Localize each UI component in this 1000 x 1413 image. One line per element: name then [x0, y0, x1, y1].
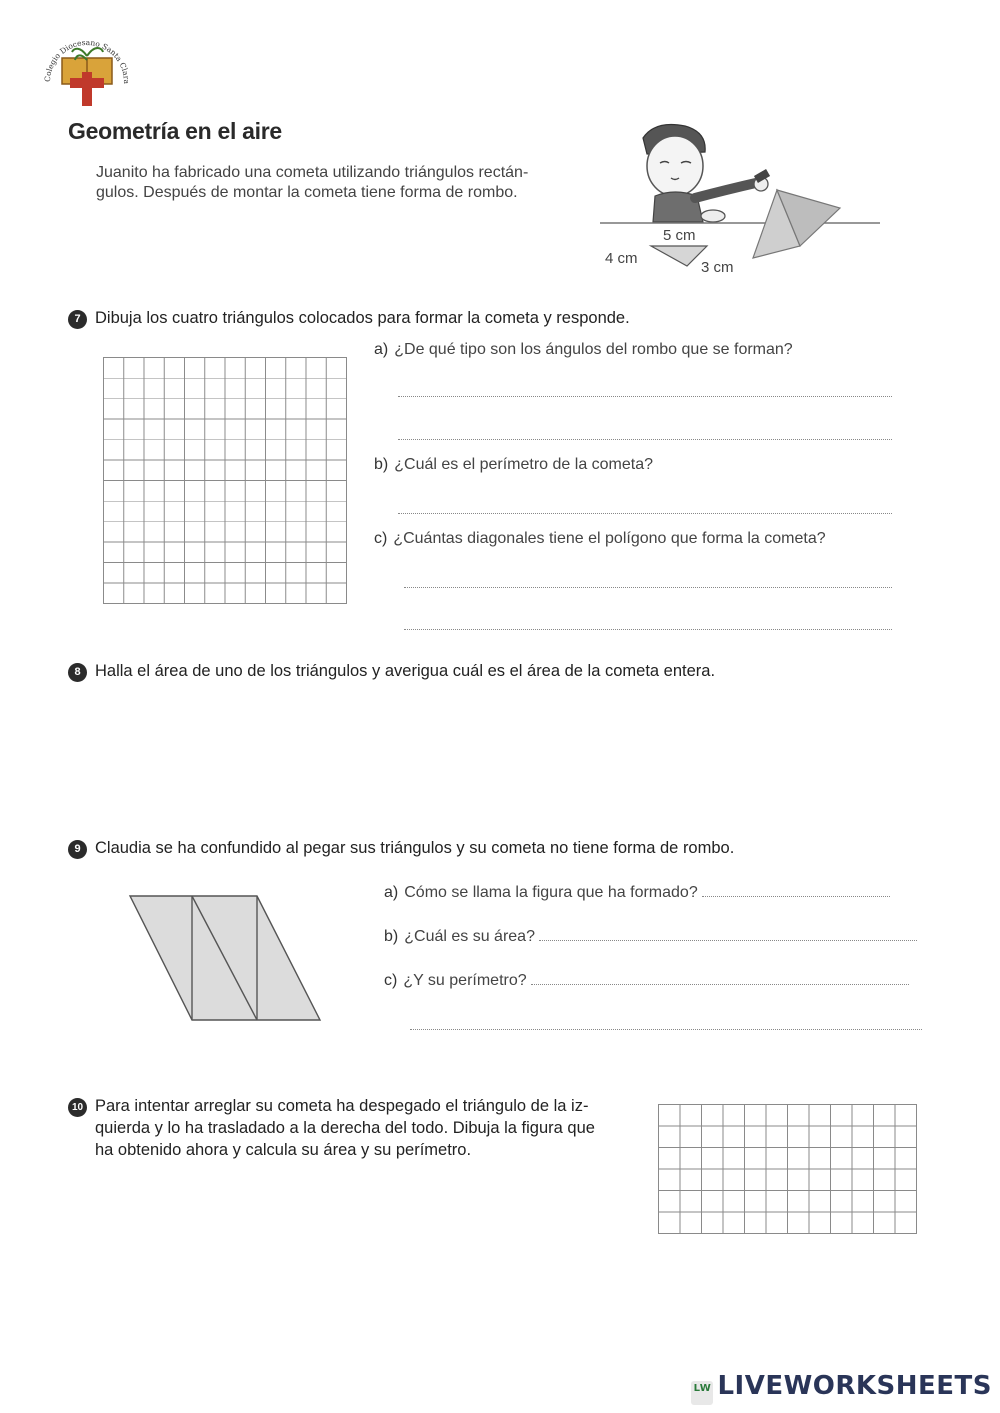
- sub-letter: c): [374, 530, 388, 547]
- parallelogram-shape: [125, 892, 325, 1024]
- question-text: Halla el área de uno de los triángulos y averigua cuál es el área de la cometa entera.: [95, 662, 716, 680]
- label-3cm: 3 cm: [701, 259, 734, 276]
- question-number: 7: [68, 310, 87, 329]
- q9-sub-a: [384, 884, 924, 902]
- parallelogram-figure: [125, 892, 325, 1024]
- school-seal-text: Colegio Diocesano Santa Clara: [42, 37, 132, 84]
- question-10: [68, 1095, 648, 1161]
- brand-badge: LW: [691, 1381, 713, 1405]
- q7-sub-c: [374, 530, 826, 548]
- answer-line[interactable]: [702, 896, 890, 897]
- sub-text: ¿Cuál es su área?: [404, 928, 535, 945]
- question-number: 8: [68, 663, 87, 682]
- answer-line[interactable]: [531, 984, 909, 985]
- question-text: ha obtenido ahora y calcula su área y su perímetro.: [95, 1141, 472, 1159]
- sub-text: ¿Cuántas diagonales tiene el polígono que forma la cometa?: [393, 530, 826, 547]
- label-4cm: 4 cm: [605, 250, 638, 267]
- brand-text: LIVEWORKSHEETS: [717, 1371, 992, 1401]
- question-text: quierda y lo ha trasladado a la derecha del todo. Dibuja la figura que: [95, 1119, 595, 1137]
- sub-text: ¿Y su perímetro?: [403, 972, 527, 989]
- sub-letter: a): [384, 884, 399, 901]
- answer-line[interactable]: [404, 629, 892, 630]
- intro-text: [96, 163, 596, 203]
- label-5cm: 5 cm: [663, 227, 696, 244]
- sub-text: Cómo se llama la figura que ha formado?: [404, 884, 698, 901]
- q7-sub-a: [374, 341, 793, 359]
- intro-line: Juanito ha fabricado una cometa utilizando triángulos rectán-: [96, 164, 529, 181]
- answer-line[interactable]: [398, 396, 892, 397]
- sub-text: ¿De qué tipo son los ángulos del rombo que se forman?: [394, 341, 793, 358]
- question-text: Dibuja los cuatro triángulos colocados para formar la cometa y responde.: [95, 309, 630, 327]
- question-8: [68, 662, 715, 682]
- q9-sub-c: [384, 972, 924, 990]
- q7-sub-b: [374, 456, 653, 474]
- drawing-grid[interactable]: [658, 1104, 917, 1234]
- question-number: 10: [68, 1098, 87, 1117]
- answer-line[interactable]: [539, 940, 917, 941]
- sub-letter: b): [384, 928, 399, 945]
- sub-letter: b): [374, 456, 389, 473]
- answer-line[interactable]: [410, 1029, 922, 1030]
- question-7: [68, 309, 630, 329]
- q9-sub-b: [384, 928, 924, 946]
- answer-line[interactable]: [398, 439, 892, 440]
- answer-line[interactable]: [404, 587, 892, 588]
- liveworksheets-logo: [691, 1371, 992, 1405]
- sub-letter: a): [374, 341, 389, 358]
- kite-illustration: [595, 118, 885, 283]
- intro-line: gulos. Después de montar la cometa tiene forma de rombo.: [96, 184, 518, 201]
- sub-text: ¿Cuál es el perímetro de la cometa?: [394, 456, 654, 473]
- school-seal-icon: [40, 30, 135, 115]
- drawing-grid[interactable]: [103, 357, 347, 604]
- boy-with-kite-illustration: [595, 118, 885, 283]
- question-9: [68, 839, 734, 859]
- school-seal: [40, 30, 135, 115]
- question-text: Claudia se ha confundido al pegar sus triángulos y su cometa no tiene forma de rombo.: [95, 839, 735, 857]
- sub-letter: c): [384, 972, 398, 989]
- answer-area[interactable]: [95, 690, 925, 830]
- question-number: 9: [68, 840, 87, 859]
- answer-line[interactable]: [398, 513, 892, 514]
- question-text: Para intentar arreglar su cometa ha despegado el triángulo de la iz-: [95, 1097, 589, 1115]
- page-title: Geometría en el aire: [68, 118, 282, 144]
